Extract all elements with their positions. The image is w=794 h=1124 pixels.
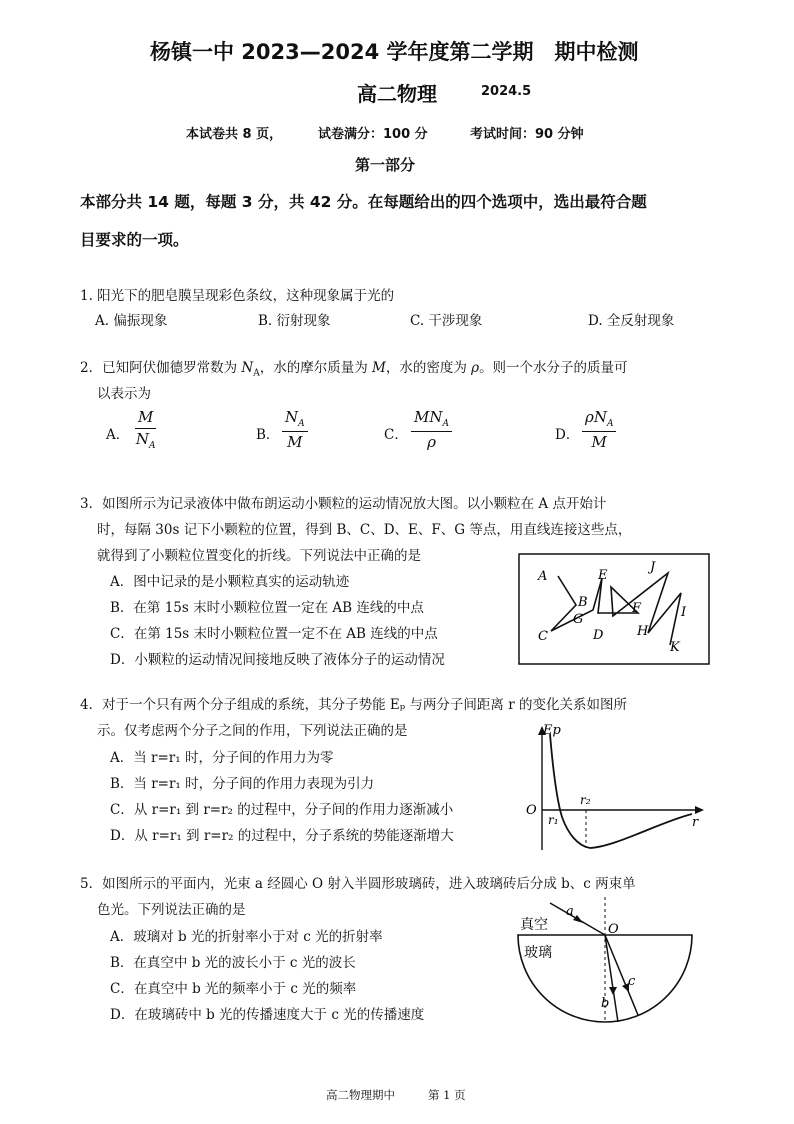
brownian-motion-figure — [518, 553, 710, 665]
exam-title: 杨镇一中 2023—2024 学年度第二学期 期中检测 — [150, 40, 639, 64]
q2-stem-line1: 2．已知阿伏伽德罗常数为 $N_A$，水的摩尔质量为 M，水的密度为 ρ。则一个水分子的质量可 — [80, 360, 628, 379]
q2-label-c: C． — [384, 427, 408, 443]
q3-option-b: B．在第 15s 末时小颗粒位置一定在 AB 连线的中点 — [110, 600, 424, 616]
fig-label-a: A — [538, 569, 548, 584]
fig-label-f: F — [632, 601, 642, 616]
q1-stem: 1. 阳光下的肥皂膜呈现彩色条纹，这种现象属于光的 — [80, 288, 395, 304]
q3-option-d: D．小颗粒的运动情况间接地反映了液体分子的运动情况 — [110, 652, 445, 668]
r1-label: r₁ — [548, 813, 559, 827]
exam-time: 考试时间：90 分钟 — [470, 127, 584, 142]
part-title: 第一部分 — [355, 156, 416, 174]
q4-option-c: C．从 r=r₁ 到 r=r₂ 的过程中，分子间的作用力逐渐减小 — [110, 802, 454, 818]
q3-stem-line1: 3．如图所示为记录液体中做布朗运动小颗粒的运动情况放大图。以小颗粒在 A 点开始计 — [80, 496, 607, 512]
q1-option-a: A. 偏振现象 — [95, 313, 168, 329]
q3-option-c: C．在第 15s 末时小颗粒位置一定不在 AB 连线的中点 — [110, 626, 438, 642]
q4-stem-line1: 4．对于一个只有两个分子组成的系统，其分子势能 Eₚ 与两分子间距离 r 的变化关系如图所 — [80, 697, 627, 713]
q5-option-b: B．在真空中 b 光的波长小于 c 光的波长 — [110, 955, 356, 971]
fig-label-e: E — [598, 568, 608, 583]
q2-formula-b: $\frac{N_A}{M}$ — [282, 408, 308, 451]
subject-title: 高二物理 — [357, 82, 437, 106]
fig-label-c: C — [538, 629, 548, 644]
exam-date: 2024.5 — [481, 84, 532, 99]
q1-option-d: D. 全反射现象 — [588, 313, 675, 329]
ray-a-label: a — [566, 904, 574, 919]
q1-option-b: B. 衍射现象 — [258, 313, 331, 329]
footer-subject: 高二物理期中 — [326, 1088, 395, 1102]
footer-page: 第 1 页 — [428, 1088, 466, 1102]
glass-brick-figure — [510, 895, 700, 1035]
q5-stem-line1: 5．如图所示的平面内，光束 a 经圆心 O 射入半圆形玻璃砖，进入玻璃砖后分成 b、c 两束单 — [80, 876, 636, 892]
q2-label-a: A． — [106, 427, 130, 443]
fig-label-i: I — [681, 605, 687, 620]
q3-stem-line2: 时，每隔 30s 记下小颗粒的位置，得到 B、C、D、E、F、G 等点，用直线连接这些点， — [97, 522, 632, 538]
axis-label-ep: Ep — [543, 723, 561, 738]
center-o-label: O — [608, 922, 619, 937]
axis-label-r: r — [692, 815, 699, 830]
fig-label-g: G — [573, 612, 584, 627]
fig-label-d: D — [593, 628, 604, 643]
q5-option-c: C．在真空中 b 光的频率小于 c 光的频率 — [110, 981, 357, 997]
part-intro-line1: 本部分共 14 题，每题 3 分，共 42 分。在每题给出的四个选项中，选出最符合题 — [80, 193, 647, 211]
q4-option-d: D．从 r=r₁ 到 r=r₂ 的过程中，分子系统的势能逐渐增大 — [110, 828, 454, 844]
q3-option-a: A．图中记录的是小颗粒真实的运动轨迹 — [110, 574, 350, 590]
q2-label-d: D． — [555, 427, 580, 443]
origin-label: O — [526, 803, 537, 818]
full-score: 试卷满分：100 分 — [318, 127, 428, 142]
q4-option-a: A．当 r=r₁ 时，分子间的作用力为零 — [110, 750, 334, 766]
ray-c-label: c — [628, 974, 636, 989]
q5-option-a: A．玻璃对 b 光的折射率小于对 c 光的折射率 — [110, 929, 383, 945]
fig-label-b: B — [578, 595, 588, 610]
glass-label: 玻璃 — [524, 945, 552, 961]
fig-label-k: K — [670, 640, 680, 655]
fig-label-j: J — [650, 560, 656, 575]
q5-stem-line2: 色光。下列说法正确的是 — [97, 902, 246, 918]
vacuum-label: 真空 — [520, 917, 548, 933]
q2-label-b: B． — [256, 427, 280, 443]
q2-formula-a: $\frac{M}{N_A}$ — [135, 408, 156, 451]
q2-formula-c: $MN_A$ ρ — [411, 408, 452, 451]
q3-stem-line3: 就得到了小颗粒位置变化的折线。下列说法中正确的是 — [97, 548, 421, 564]
q4-option-b: B．当 r=r₁ 时，分子间的作用力表现为引力 — [110, 776, 375, 792]
fig-label-h: H — [637, 624, 649, 639]
page-count: 本试卷共 8 页， — [186, 127, 283, 142]
q4-stem-line2: 示。仅考虑两个分子之间的作用，下列说法正确的是 — [97, 723, 408, 739]
q2-formula-d: $\rho N_A$ M — [582, 408, 616, 451]
q2-stem-line2: 以表示为 — [97, 386, 151, 402]
part-intro-line2: 目要求的一项。 — [80, 231, 189, 249]
ray-b-label: b — [601, 996, 610, 1011]
q1-option-c: C. 干涉现象 — [410, 313, 483, 329]
r2-label: r₂ — [580, 793, 591, 807]
q5-option-d: D．在玻璃砖中 b 光的传播速度大于 c 光的传播速度 — [110, 1007, 425, 1023]
potential-energy-graph — [520, 722, 710, 857]
